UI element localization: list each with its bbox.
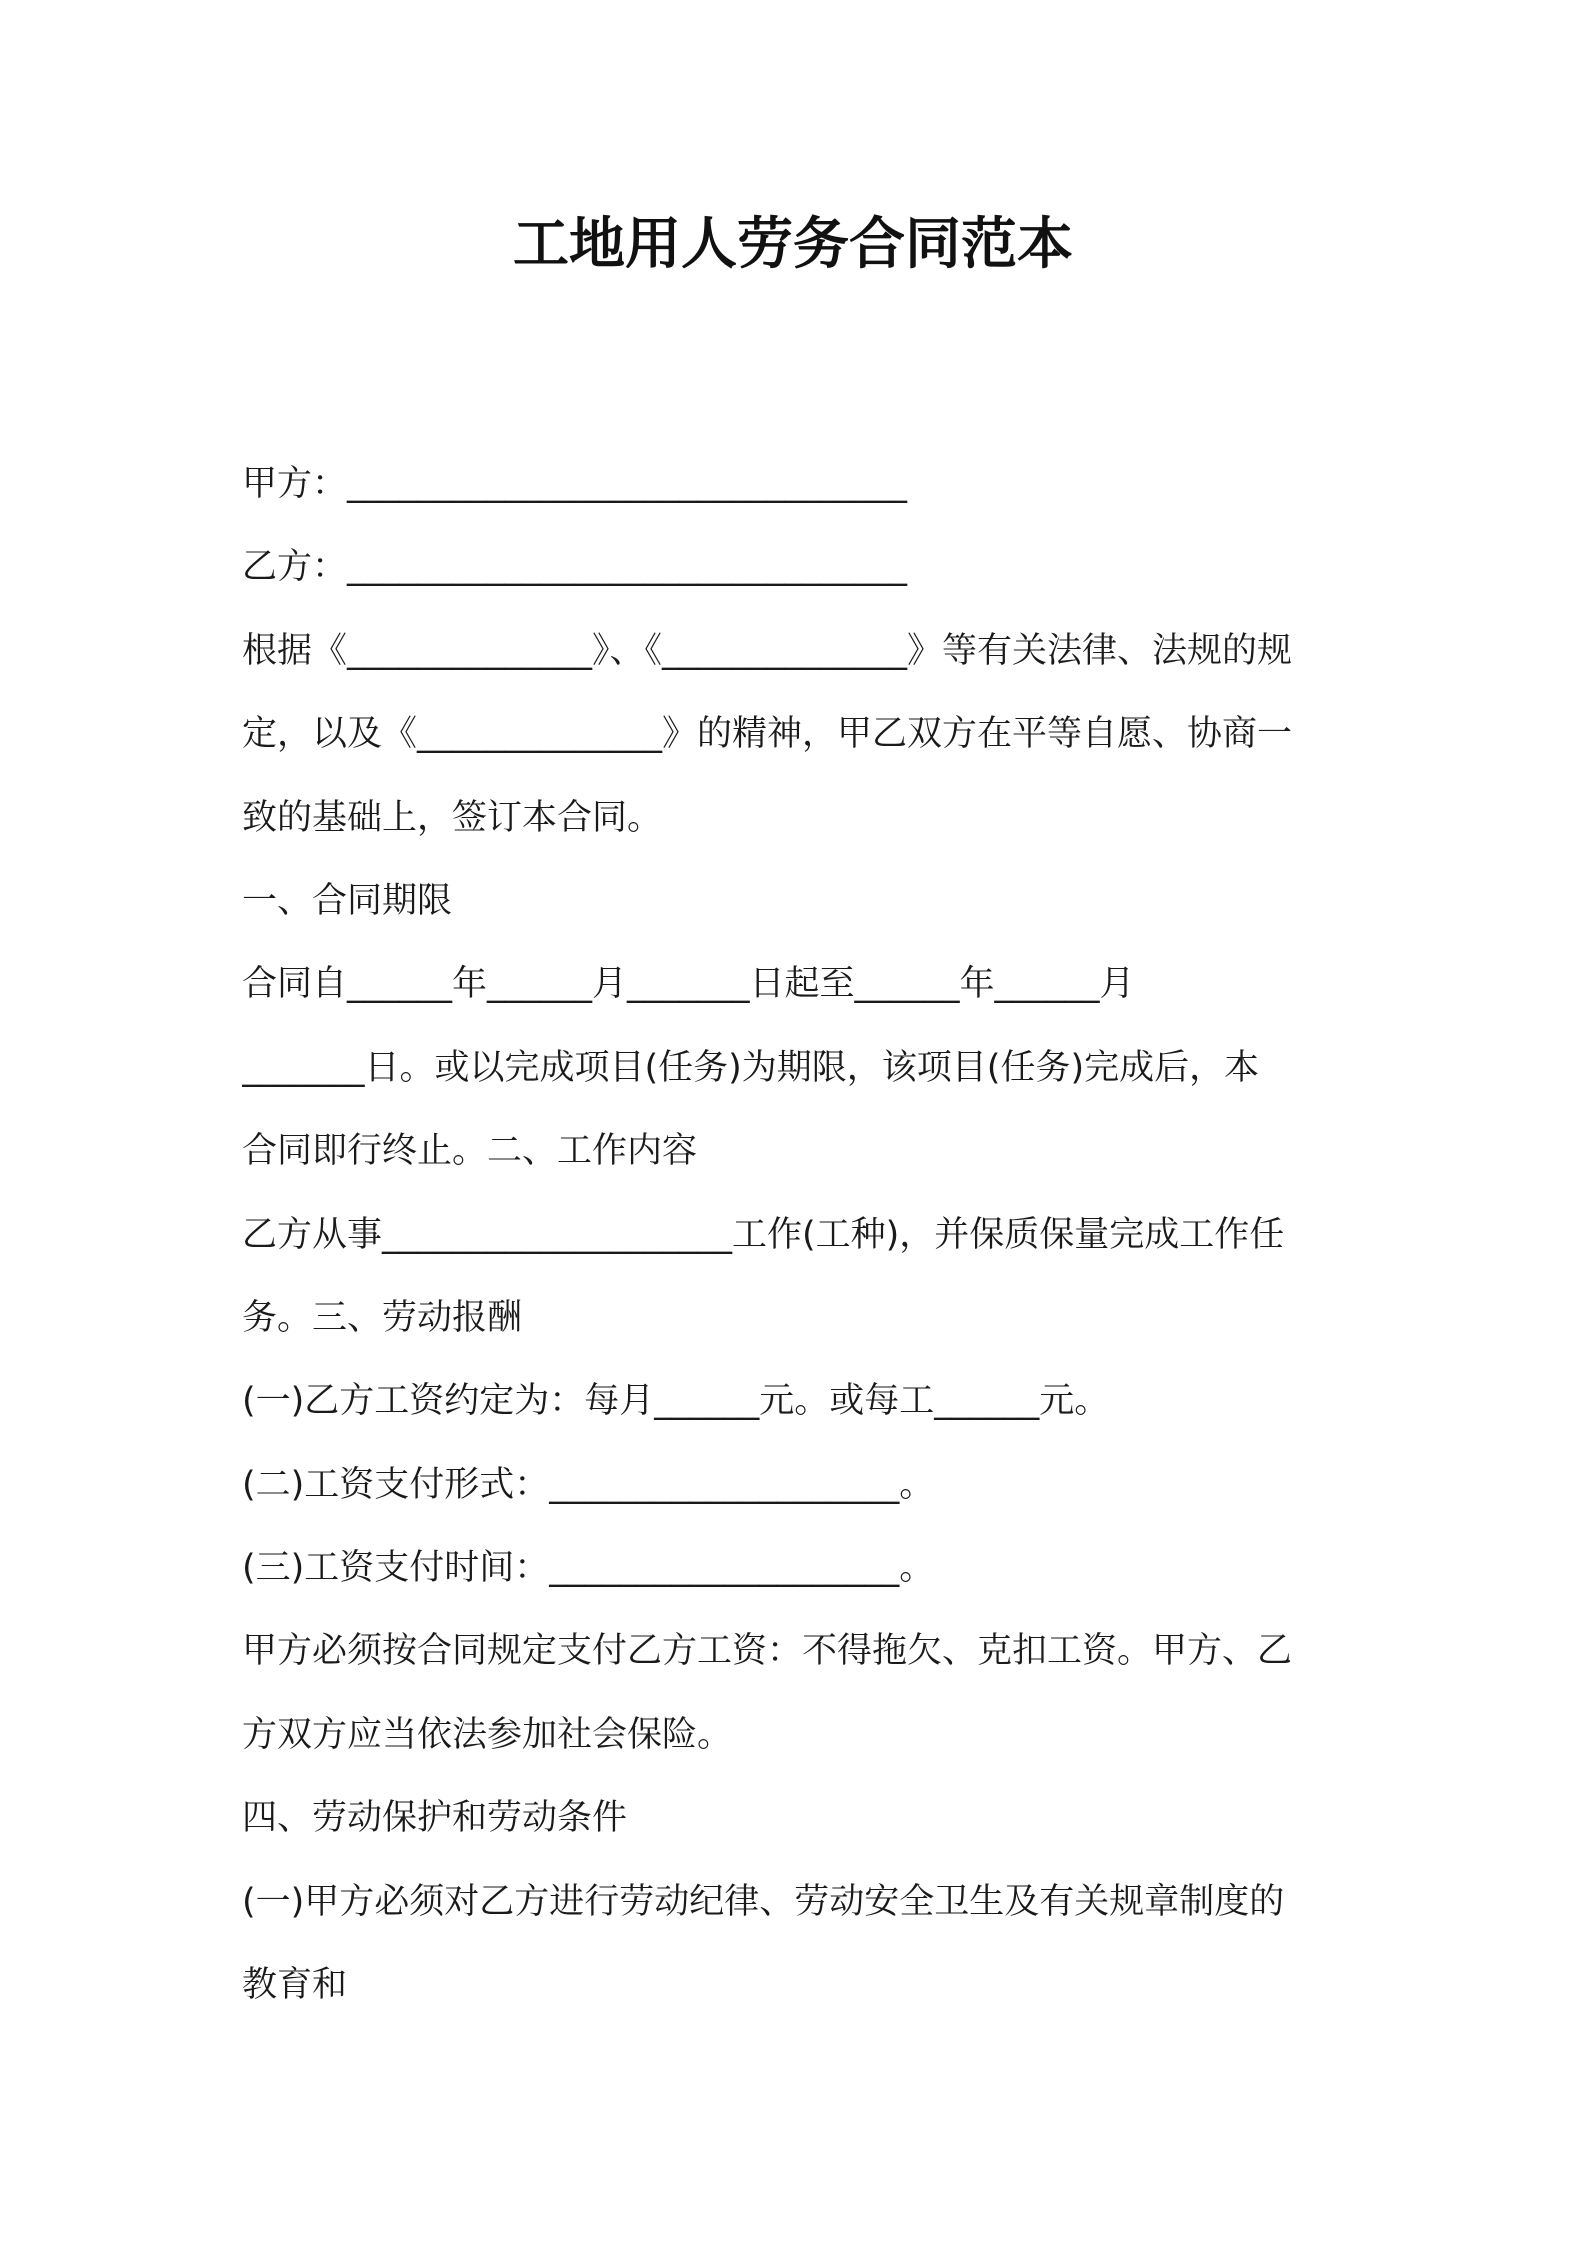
wage-clause-1: (一)乙方工资约定为：每月______元。或每工______元。 [242,1381,1110,1422]
wage-clause-2: (二)工资支付形式：____________________。 [242,1464,935,1505]
work-content-line-1: 乙方从事____________________工作(工种)，并保质保量完成工作任 [242,1214,1285,1255]
work-content-line-2: 务。三、劳动报酬 [242,1297,523,1338]
wage-clause-3: (三)工资支付时间：____________________。 [242,1548,935,1589]
party-a-line: 甲方：________________________________ [242,464,908,504]
preamble-line-1: 根据《______________》、《______________》等有关法律、法规的规 [242,630,1293,671]
document-title: 工地用人劳务合同范本 [513,212,1073,277]
protection-clause-line-1: (一)甲方必须对乙方进行劳动纪律、劳动安全卫生及有关规章制度的 [242,1881,1285,1922]
section-heading-term: 一、合同期限 [242,880,453,921]
term-line-1: 合同自______年______月_______日起至______年______月 [242,964,1135,1005]
preamble-line-2: 定，以及《______________》的精神，甲乙双方在平等自愿、协商一 [242,714,1293,755]
document-body [242,443,1362,2027]
preamble-line-3: 致的基础上，签订本合同。 [242,797,663,838]
section-heading-protection: 四、劳动保护和劳动条件 [242,1798,628,1839]
wage-obligation-line-1: 甲方必须按合同规定支付乙方工资：不得拖欠、克扣工资。甲方、乙 [242,1631,1293,1672]
party-b-line: 乙方：________________________________ [242,547,908,588]
term-line-3: 合同即行终止。二、工作内容 [242,1131,698,1172]
wage-obligation-line-2: 方双方应当依法参加社会保险。 [242,1714,733,1755]
term-line-2: _______日。或以完成项目(任务)为期限，该项目(任务)完成后，本 [242,1047,1260,1088]
protection-clause-line-2: 教育和 [242,1965,348,2006]
